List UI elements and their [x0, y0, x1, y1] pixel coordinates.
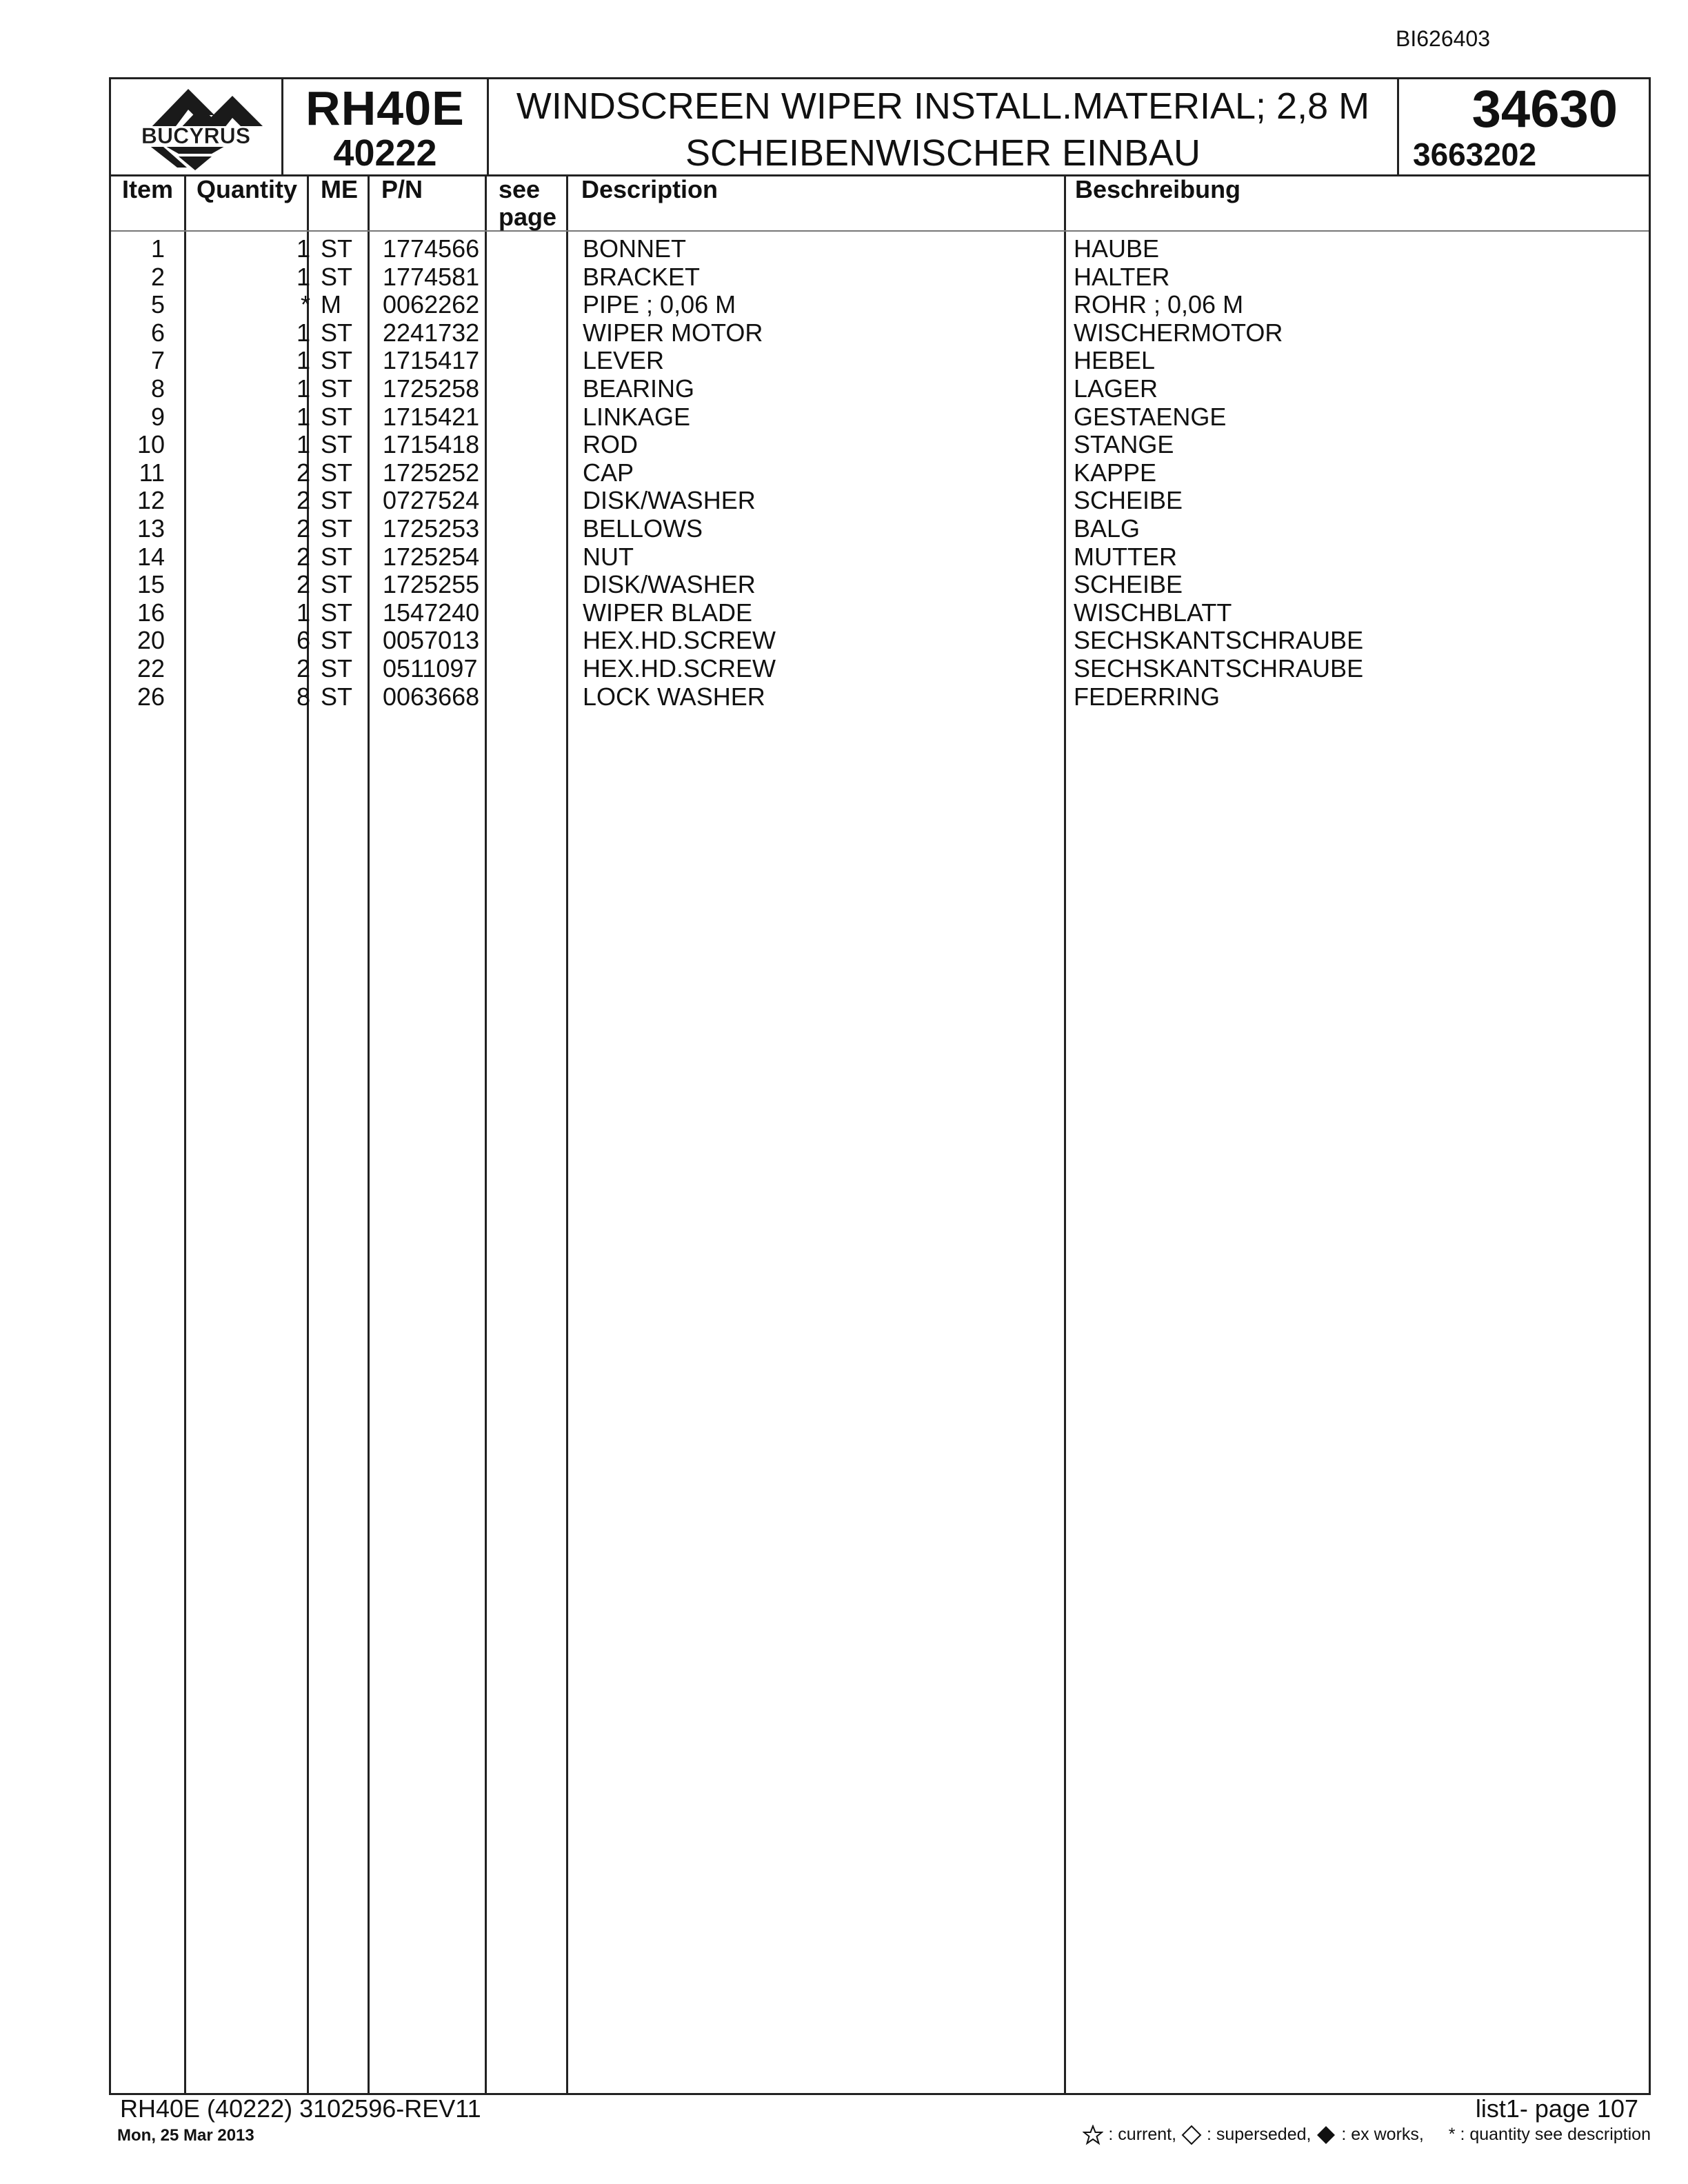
- cell-item: 9: [150, 402, 165, 431]
- cell-item: 8: [150, 374, 165, 403]
- see-page-line-1: see: [499, 175, 541, 203]
- table-row: [111, 627, 1649, 655]
- legend-ex-works: : ex works,: [1341, 2125, 1424, 2144]
- cell-quantity: 6: [296, 626, 310, 655]
- cell-description: HEX.HD.SCREW: [583, 626, 776, 655]
- cell-beschreibung: BALG: [1074, 514, 1141, 543]
- cell-quantity: 2: [296, 458, 310, 487]
- table-row: [111, 235, 1649, 263]
- cell-me: ST: [321, 654, 353, 682]
- cell-description: DISK/WASHER: [583, 570, 756, 599]
- cell-part-number: 1547240: [383, 598, 480, 627]
- cell-part-number: 1725253: [383, 514, 480, 543]
- cell-beschreibung: WISCHERMOTOR: [1074, 318, 1283, 347]
- footer-page: list1- page 107: [1475, 2094, 1638, 2123]
- cell-quantity: 1: [296, 318, 310, 347]
- cell-me: ST: [321, 458, 353, 487]
- bucyrus-logo: [111, 79, 279, 174]
- cell-beschreibung: ROHR ; 0,06 M: [1074, 290, 1244, 319]
- cell-me: ST: [321, 514, 353, 543]
- cell-quantity: 2: [296, 514, 310, 543]
- cell-item: 2: [150, 262, 165, 291]
- column-header-me: ME: [321, 175, 358, 203]
- cell-beschreibung: GESTAENGE: [1074, 402, 1227, 431]
- cell-quantity: 1: [296, 402, 310, 431]
- cell-item: 26: [137, 682, 165, 711]
- cell-me: ST: [321, 402, 353, 431]
- cell-item: 5: [150, 290, 165, 319]
- cell-item: 22: [137, 654, 165, 682]
- cell-me: ST: [321, 486, 353, 515]
- cell-me: ST: [321, 234, 353, 263]
- cell-item: 12: [137, 486, 165, 515]
- cell-beschreibung: LAGER: [1074, 374, 1158, 403]
- cell-description: NUT: [583, 542, 634, 571]
- cell-item: 1: [150, 234, 165, 263]
- diamond-filled-icon: [1316, 2125, 1336, 2145]
- cell-quantity: 1: [296, 374, 310, 403]
- table-row: [111, 375, 1649, 403]
- cell-quantity: 8: [296, 682, 310, 711]
- table-row: [111, 487, 1649, 515]
- cell-beschreibung: SCHEIBE: [1074, 486, 1183, 515]
- column-header-quantity: Quantity: [197, 175, 298, 203]
- cell-me: ST: [321, 430, 353, 459]
- cell-part-number: 2241732: [383, 318, 480, 347]
- cell-me: ST: [321, 346, 353, 375]
- document-id: BI626403: [1396, 26, 1491, 51]
- cell-part-number: 1715421: [383, 402, 480, 431]
- cell-beschreibung: STANGE: [1074, 430, 1174, 459]
- cell-description: LOCK WASHER: [583, 682, 765, 711]
- cell-item: 15: [137, 570, 165, 599]
- cell-description: WIPER BLADE: [583, 598, 753, 627]
- cell-part-number: 1725258: [383, 374, 480, 403]
- table-row: [111, 459, 1649, 487]
- cell-beschreibung: KAPPE: [1074, 458, 1157, 487]
- column-header-see-page: [499, 176, 556, 231]
- cell-part-number: 0057013: [383, 626, 480, 655]
- group-number: 34630: [1471, 80, 1618, 139]
- cell-description: LINKAGE: [583, 402, 691, 431]
- cell-part-number: 1774581: [383, 262, 480, 291]
- cell-me: ST: [321, 626, 353, 655]
- table-row: [111, 599, 1649, 627]
- drawing-number: 3663202: [1413, 136, 1537, 172]
- title-german: SCHEIBENWISCHER EINBAU: [685, 132, 1201, 174]
- cell-description: BEARING: [583, 374, 695, 403]
- cell-quantity: 1: [296, 346, 310, 375]
- cell-beschreibung: WISCHBLATT: [1074, 598, 1232, 627]
- cell-description: LEVER: [583, 346, 665, 375]
- star-outline-icon: [1083, 2125, 1103, 2145]
- cell-item: 14: [137, 542, 165, 571]
- number-cell: [1399, 79, 1651, 174]
- footer-date: Mon, 25 Mar 2013: [117, 2126, 254, 2145]
- title-english: WINDSCREEN WIPER INSTALL.MATERIAL; 2,8 M: [516, 85, 1370, 127]
- table-row: [111, 683, 1649, 711]
- cell-description: DISK/WASHER: [583, 486, 756, 515]
- table-row: [111, 403, 1649, 432]
- machine-number: 40222: [333, 132, 437, 174]
- cell-description: BONNET: [583, 234, 687, 263]
- cell-beschreibung: HEBEL: [1074, 346, 1156, 375]
- cell-item: 10: [137, 430, 165, 459]
- title-block: [109, 77, 1651, 176]
- legend-superseded: : superseded,: [1206, 2125, 1312, 2144]
- cell-beschreibung: SECHSKANTSCHRAUBE: [1074, 626, 1364, 655]
- cell-part-number: 1725255: [383, 570, 480, 599]
- cell-part-number: 0063668: [383, 682, 480, 711]
- cell-item: 6: [150, 318, 165, 347]
- cell-part-number: 1774566: [383, 234, 480, 263]
- cell-me: ST: [321, 318, 353, 347]
- header-divider: [111, 230, 1649, 232]
- cell-beschreibung: MUTTER: [1074, 542, 1177, 571]
- table-row: [111, 515, 1649, 543]
- cell-quantity: 2: [296, 542, 310, 571]
- column-header-item: Item: [122, 175, 174, 203]
- cell-quantity: 2: [296, 570, 310, 599]
- logo-wordmark: BUCYRUS: [141, 123, 251, 148]
- cell-me: ST: [321, 598, 353, 627]
- table-row: [111, 319, 1649, 347]
- legend: [1083, 2125, 1651, 2145]
- cell-quantity: 2: [296, 654, 310, 682]
- cell-quantity: 1: [296, 430, 310, 459]
- cell-me: M: [321, 290, 341, 319]
- cell-beschreibung: FEDERRING: [1074, 682, 1220, 711]
- cell-item: 11: [139, 458, 165, 487]
- cell-part-number: 0062262: [383, 290, 480, 319]
- table-row: [111, 571, 1649, 599]
- footer-reference: RH40E (40222) 3102596-REV11: [120, 2094, 481, 2123]
- cell-quantity: *: [300, 290, 310, 319]
- table-row: [111, 291, 1649, 319]
- cell-description: WIPER MOTOR: [583, 318, 763, 347]
- cell-me: ST: [321, 262, 353, 291]
- cell-part-number: 1715418: [383, 430, 480, 459]
- parts-table: [109, 174, 1651, 2095]
- cell-me: ST: [321, 542, 353, 571]
- cell-description: BELLOWS: [583, 514, 703, 543]
- cell-item: 16: [137, 598, 165, 627]
- table-row: [111, 655, 1649, 683]
- logo-cell: [111, 79, 283, 174]
- cell-item: 13: [137, 514, 165, 543]
- table-row: [111, 431, 1649, 459]
- cell-beschreibung: HALTER: [1074, 262, 1170, 291]
- cell-quantity: 1: [296, 262, 310, 291]
- cell-part-number: 1725252: [383, 458, 480, 487]
- legend-quantity: * : quantity see description: [1448, 2125, 1651, 2144]
- machine-model: RH40E: [305, 81, 465, 135]
- column-header-description: Description: [581, 175, 719, 203]
- diamond-outline-icon: [1181, 2125, 1202, 2145]
- see-page-line-2: page: [499, 203, 557, 231]
- cell-part-number: 0511097: [383, 654, 478, 682]
- cell-description: CAP: [583, 458, 634, 487]
- cell-item: 20: [137, 626, 165, 655]
- column-header-pn: P/N: [381, 175, 423, 203]
- cell-description: HEX.HD.SCREW: [583, 654, 776, 682]
- title-cell: [489, 79, 1399, 174]
- cell-me: ST: [321, 570, 353, 599]
- cell-part-number: 1715417: [383, 346, 480, 375]
- parts-rows: [111, 235, 1649, 711]
- cell-part-number: 1725254: [383, 542, 480, 571]
- cell-quantity: 1: [296, 598, 310, 627]
- cell-me: ST: [321, 682, 353, 711]
- cell-description: BRACKET: [583, 262, 701, 291]
- table-row: [111, 263, 1649, 292]
- cell-beschreibung: SCHEIBE: [1074, 570, 1183, 599]
- cell-beschreibung: SECHSKANTSCHRAUBE: [1074, 654, 1364, 682]
- column-header-beschreibung: Beschreibung: [1075, 175, 1241, 203]
- cell-description: PIPE ; 0,06 M: [583, 290, 736, 319]
- cell-item: 7: [150, 346, 165, 375]
- legend-current: : current,: [1108, 2125, 1177, 2144]
- cell-part-number: 0727524: [383, 486, 480, 515]
- cell-me: ST: [321, 374, 353, 403]
- cell-quantity: 2: [296, 486, 310, 515]
- cell-quantity: 1: [296, 234, 310, 263]
- table-row: [111, 543, 1649, 572]
- cell-description: ROD: [583, 430, 638, 459]
- cell-beschreibung: HAUBE: [1074, 234, 1160, 263]
- model-cell: [283, 79, 489, 174]
- table-row: [111, 347, 1649, 375]
